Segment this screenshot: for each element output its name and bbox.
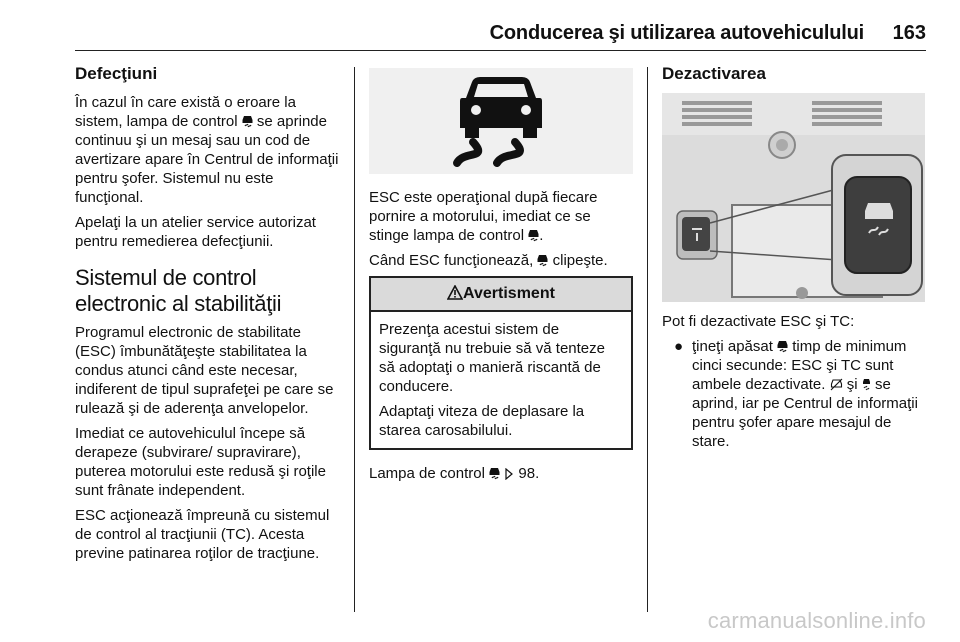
column-right — [662, 64, 927, 457]
warning-title: Avertisment — [463, 285, 555, 302]
esc-paragraph-1: Programul electronic de stabilitate (ESC) îmbunătăţeşte stabilitatea la condus atunci când este necesar, indiferent de tipul suprafeţei pe care se rulează şi de aderenţa anvelopelor. — [75, 324, 334, 417]
esc-car-icon — [537, 254, 548, 267]
dashboard-esc-button-figure — [662, 93, 925, 302]
defects-paragraph-2: Apelaţi la un atelier service autorizat pentru remedierea defecţiunii. — [75, 214, 316, 250]
column-middle — [369, 68, 633, 489]
deactivation-heading: Dezactivarea — [662, 64, 766, 83]
bullet-mark: ● — [674, 338, 684, 355]
esc-car-icon — [528, 229, 539, 242]
warning-paragraph-2: Adaptaţi viteza de deplasare la starea carosabilului. — [379, 403, 585, 439]
esc-car-icon — [489, 467, 500, 480]
defects-heading: Defecţiuni — [75, 64, 158, 83]
esc-paragraph-2: Imediat ce autovehiculul începe să derapeze (subvirare/ supravirare), puterea motorului este redusă şi roţile sunt frânate independent. — [75, 425, 326, 499]
warning-box — [369, 276, 633, 450]
esc-operational-paragraph: ESC este operaţional după fiecare pornire a motorului, imediat ce se stinge lampa de control . — [369, 189, 598, 244]
column-divider-1 — [354, 67, 355, 612]
column-divider-2 — [647, 67, 648, 612]
defects-paragraph-1: În cazul în care există o eroare la sistem, lampa de control se aprinde continuu şi un mesaj sau un cod de avertizare apare în Centrul de informaţii pentru şofer. Sistemul nu este funcţional. — [75, 94, 339, 206]
dashboard-illustration — [662, 93, 925, 302]
deactivation-bullet — [674, 337, 927, 457]
lamp-reference: Lampa de control 98. — [369, 465, 540, 482]
esc-paragraph-3: ESC acţionează împreună cu sistemul de control al tracţiunii (TC). Acesta previne patinarea roţilor de tracţiune. — [75, 507, 330, 562]
esc-car-icon — [369, 68, 633, 174]
page-ref-arrow-icon — [504, 468, 514, 480]
header-divider — [75, 50, 926, 51]
warning-header — [371, 278, 631, 312]
esc-warning-lamp-figure — [369, 68, 633, 174]
page-number: 163 — [892, 22, 926, 44]
tc-off-icon — [862, 378, 871, 391]
esc-car-icon — [242, 115, 253, 128]
column-left — [75, 64, 345, 569]
warning-paragraph-1: Prezenţa acestui sistem de siguranţă nu trebuie să vă tenteze să adoptaţi o manieră riscantă de conducere. — [379, 321, 605, 395]
warning-triangle-icon — [447, 285, 463, 300]
deactivation-intro: Pot fi dezactivate ESC şi TC: — [662, 313, 855, 330]
esc-blinking-paragraph: Când ESC funcţionează, clipeşte. — [369, 252, 608, 269]
esc-off-icon — [830, 378, 843, 391]
bullet-text: ţineţi apăsat timp de minimum cinci secunde: ESC şi TC sunt ambele dezactivate. şi se aprind, iar pe Centrul de informaţii pentru şofer apare mesajul de stare. — [692, 338, 918, 450]
watermark: carmanualsonline.info — [707, 608, 926, 633]
running-header-title: Conducerea şi utilizarea autovehiculului — [489, 22, 864, 44]
esc-car-icon — [777, 340, 788, 353]
esc-section-heading: Sistemul de control electronic al stabilităţii — [75, 265, 282, 316]
